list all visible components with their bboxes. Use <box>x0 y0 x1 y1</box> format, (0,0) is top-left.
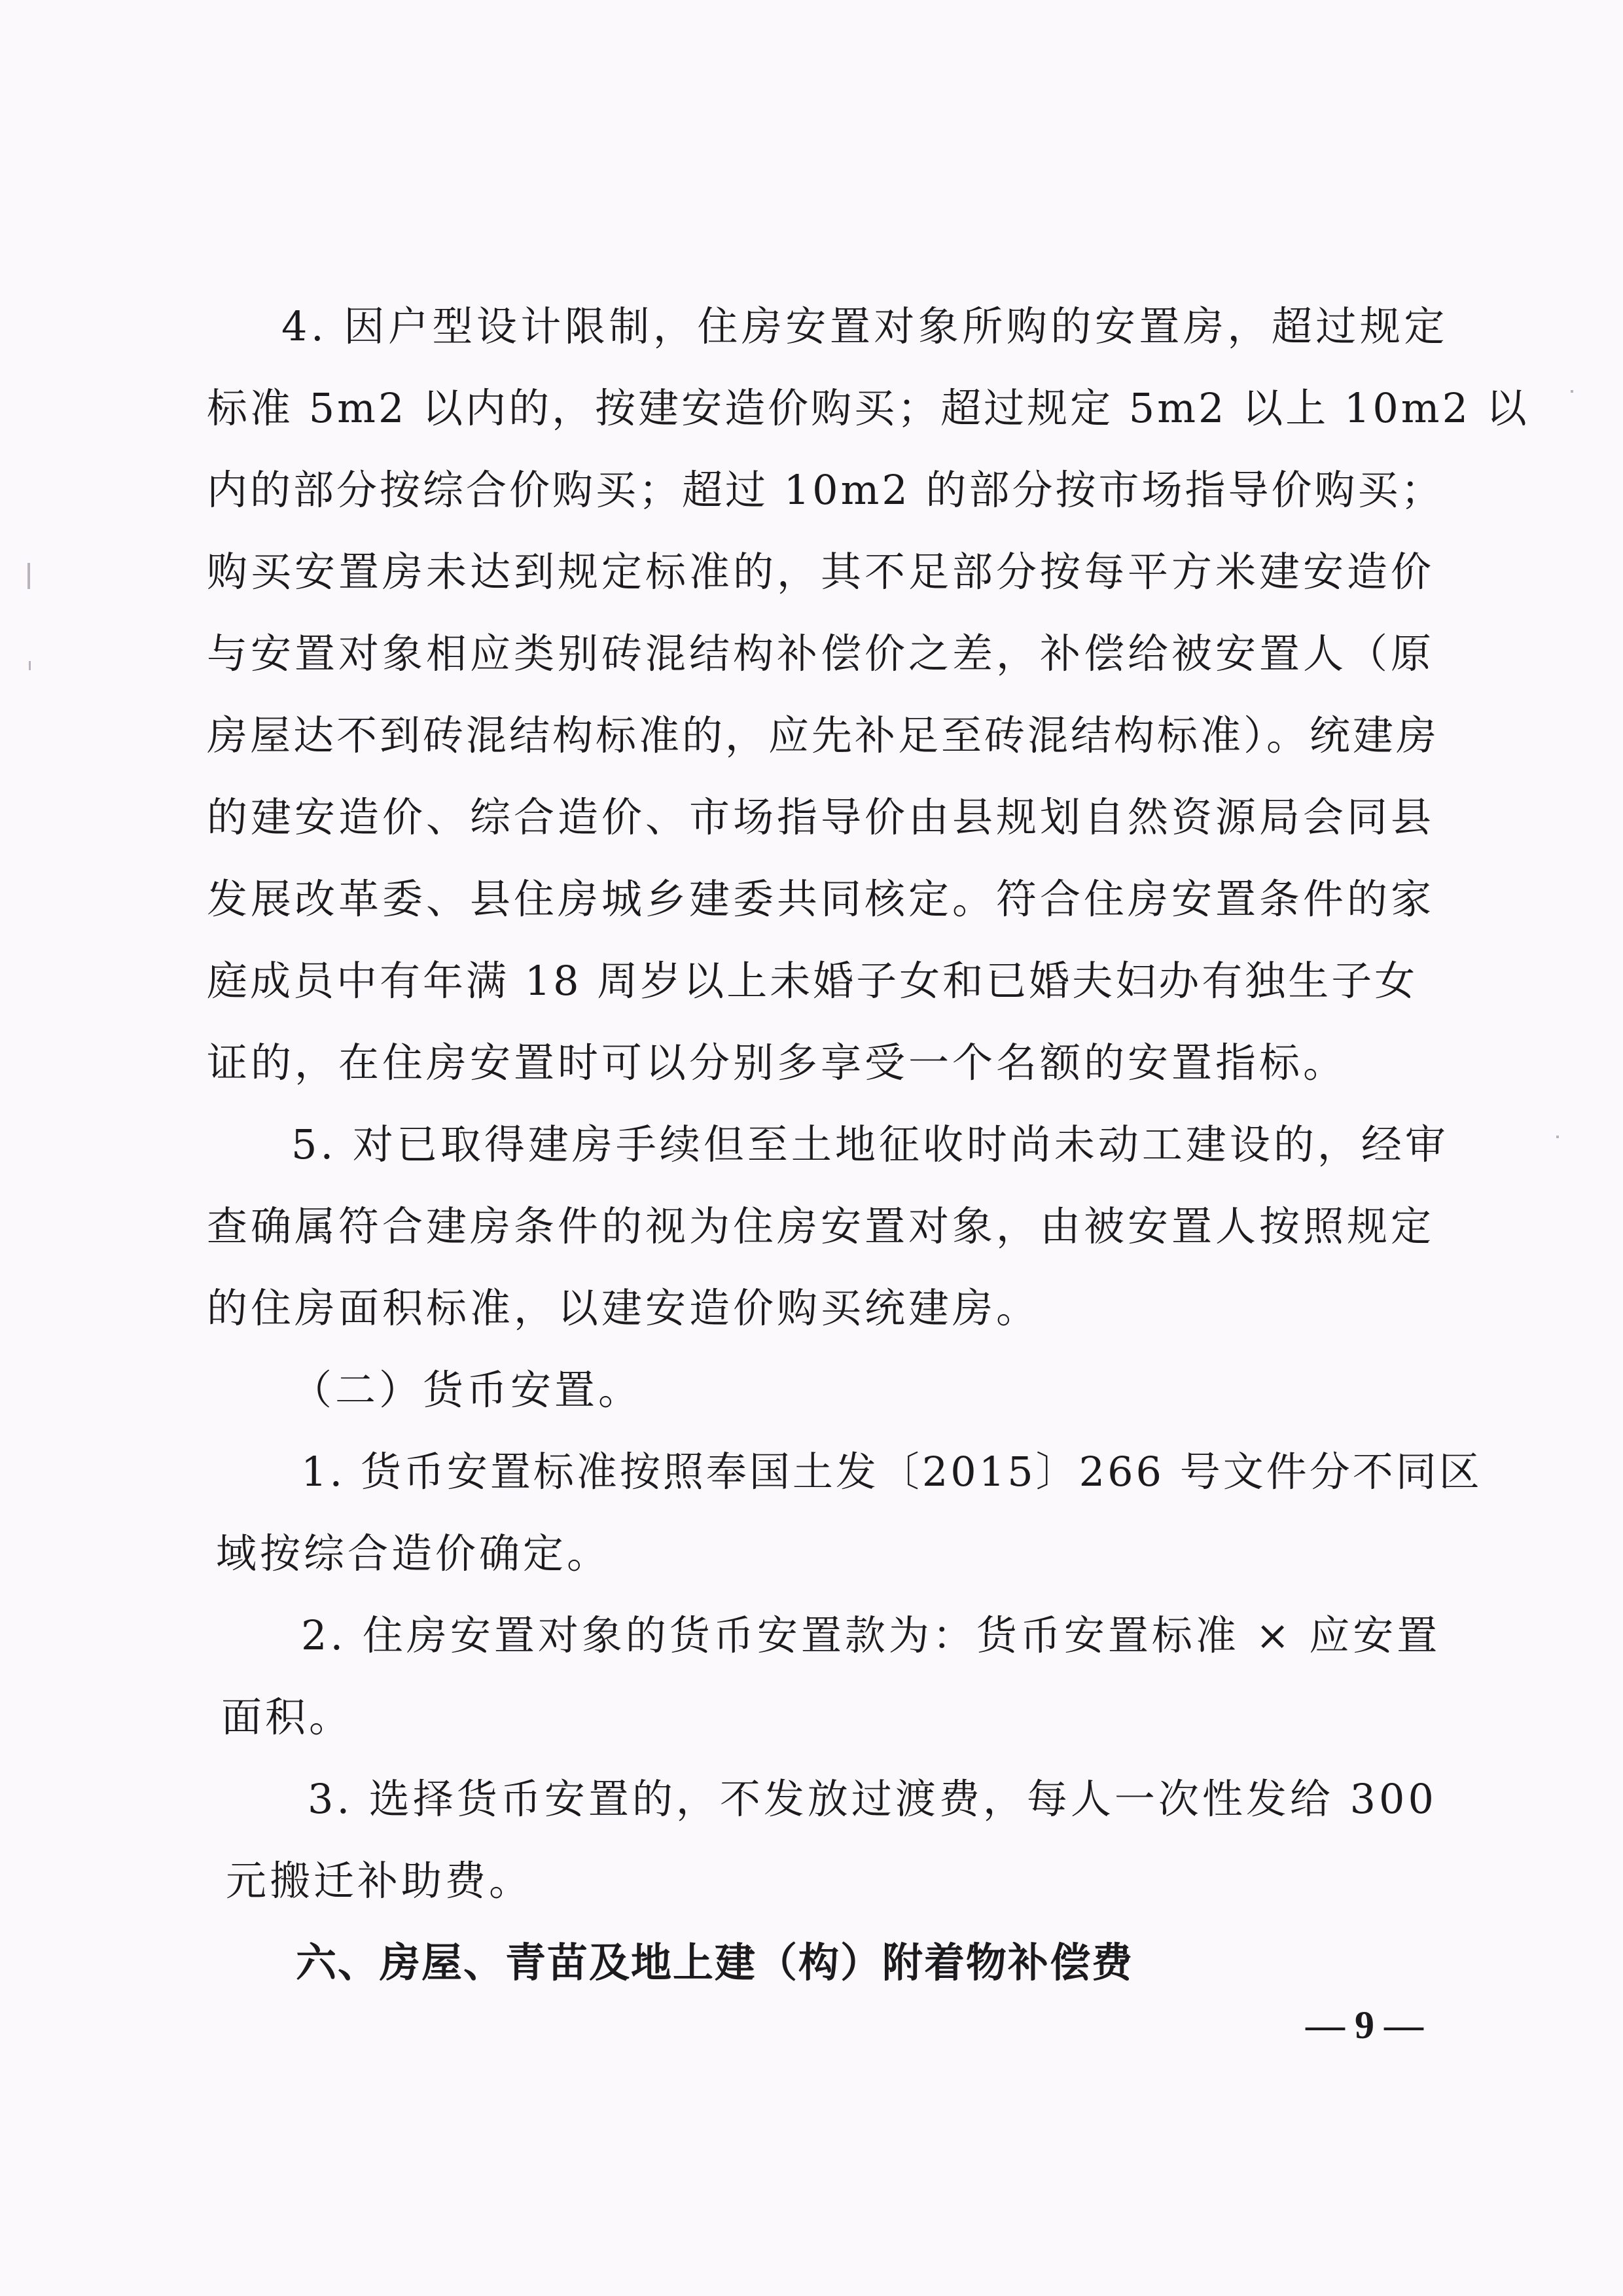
paragraph-line: 1. 货币安置标准按照奉国土发〔2015〕266 号文件分不同区 <box>301 1448 1482 1496</box>
paragraph-line: 2. 住房安置对象的货币安置款为：货币安置标准 × 应安置 <box>301 1611 1441 1659</box>
paragraph-line: 5. 对已取得建房手续但至土地征收时尚未动工建设的，经审 <box>291 1121 1449 1168</box>
paragraph-line: 4. 因户型设计限制，住房安置对象所购的安置房，超过规定 <box>281 302 1448 350</box>
paragraph-line: 发展改革委、县住房城乡建委共同核定。符合住房安置条件的家 <box>207 875 1435 923</box>
subsection-heading: （二）货币安置。 <box>291 1366 643 1414</box>
paragraph-line: 面积。 <box>221 1693 353 1741</box>
scan-mark <box>1556 1136 1559 1138</box>
paragraph-line: 证的，在住房安置时可以分别多享受一个名额的安置指标。 <box>207 1039 1347 1086</box>
paragraph-line: 查确属符合建房条件的视为住房安置对象，由被安置人按照规定 <box>207 1202 1435 1250</box>
paragraph-line: 内的部分按综合价购买；超过 10m2 的部分按市场指导价购买； <box>207 466 1444 514</box>
paragraph-line: 域按综合造价确定。 <box>216 1530 611 1577</box>
paragraph-line: 与安置对象相应类别砖混结构补偿价之差，补偿给被安置人（原 <box>207 630 1435 677</box>
paragraph-line: 房屋达不到砖混结构标准的，应先补足至砖混结构标准）。统建房 <box>207 711 1440 759</box>
paragraph-line: 标准 5m2 以内的，按建安造价购买；超过规定 5m2 以上 10m2 以 <box>207 384 1529 432</box>
paragraph-line: 购买安置房未达到规定标准的，其不足部分按每平方米建安造价 <box>207 548 1435 596</box>
page-number: — 9 — <box>1306 2003 1423 2047</box>
scan-mark <box>27 563 30 589</box>
paragraph-line: 庭成员中有年满 18 周岁以上未婚子女和已婚夫妇办有独生子女 <box>207 957 1418 1005</box>
scan-mark <box>1571 390 1573 393</box>
paragraph-line: 3. 选择货币安置的，不发放过渡费，每人一次性发给 300 <box>308 1775 1437 1823</box>
paragraph-line: 元搬迁补助费。 <box>226 1857 533 1905</box>
scan-mark <box>29 661 31 670</box>
section-heading: 六、房屋、青苗及地上建（构）附着物补偿费 <box>296 1939 1134 1986</box>
paragraph-line: 的住房面积标准，以建安造价购买统建房。 <box>207 1284 1041 1332</box>
paragraph-line: 的建安造价、综合造价、市场指导价由县规划自然资源局会同县 <box>207 793 1435 841</box>
